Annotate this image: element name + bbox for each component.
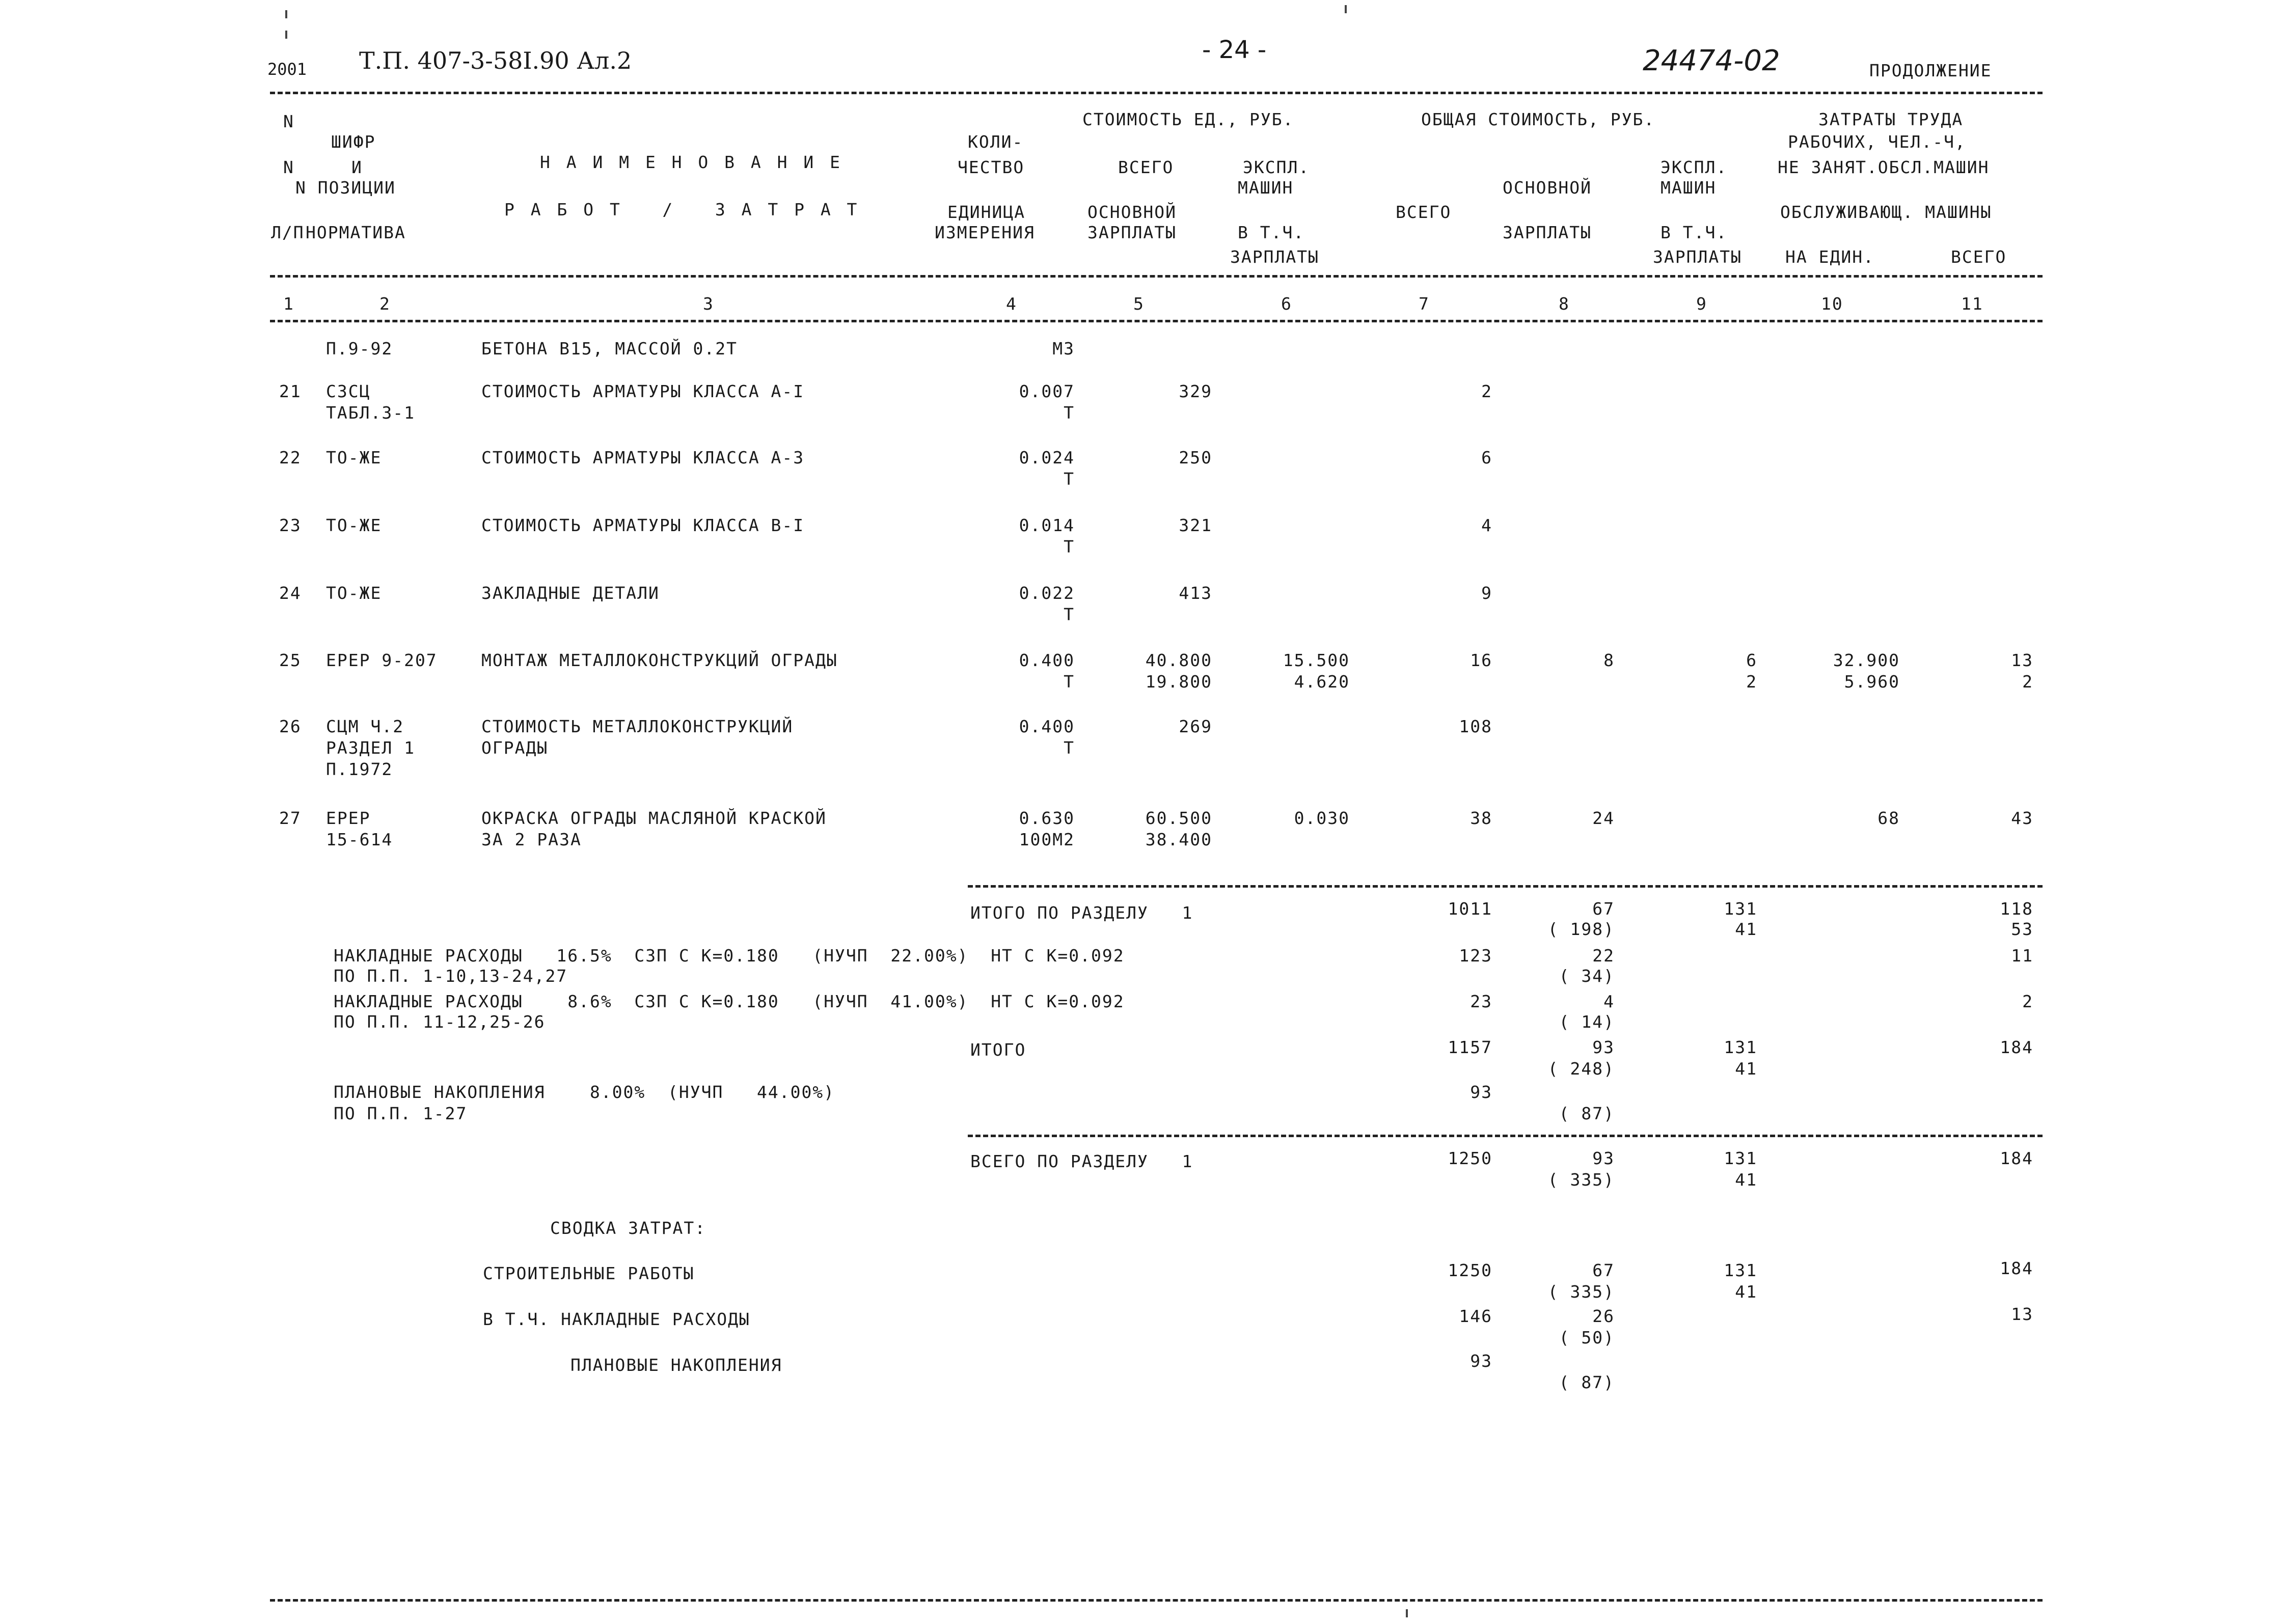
- section-total-c8-sub: ( 198): [1547, 919, 1615, 939]
- row-code: ЕРЕР 9-207: [326, 650, 438, 670]
- planned-line1: ПЛАНОВЫЕ НАКОПЛЕНИЯ 8.00% (НУЧП 44.00%): [334, 1082, 835, 1102]
- row-number: 25: [279, 650, 302, 670]
- summary-construction-c8-sub: ( 335): [1547, 1282, 1615, 1302]
- colnum-bottom-rule: [270, 320, 2043, 322]
- header-col2-line2: И: [351, 157, 363, 177]
- row-code: ТАБЛ.3-1: [326, 403, 415, 423]
- summary-title: СВОДКА ЗАТРАТ:: [550, 1218, 706, 1238]
- subtotal-c9-main: 131: [1724, 1037, 1757, 1057]
- section-total-rule: [968, 885, 2043, 888]
- summary-overhead-c8-sub: ( 50): [1559, 1328, 1615, 1347]
- grand-total-c11: 184: [2000, 1148, 2033, 1168]
- row-name: СТОИМОСТЬ АРМАТУРЫ КЛАССА А-І: [481, 381, 805, 401]
- colnum-3: 3: [703, 294, 714, 314]
- summary-overhead-c11: 13: [2011, 1304, 2033, 1324]
- row-name: СТОИМОСТЬ МЕТАЛЛОКОНСТРУКЦИЙ: [481, 717, 794, 736]
- row-quantity: 0.014: [1019, 515, 1075, 535]
- row-unit: Т: [1064, 672, 1075, 692]
- header-col4-line4: ИЗМЕРЕНИЯ: [935, 223, 1035, 242]
- section-total-c7: 1011: [1448, 899, 1492, 919]
- header-col7: ВСЕГО: [1396, 202, 1452, 222]
- header-col4-line1: КОЛИ-: [968, 132, 1024, 152]
- overhead2-c11: 2: [2022, 992, 2033, 1011]
- summary-construction-label: СТРОИТЕЛЬНЫЕ РАБОТЫ: [483, 1263, 695, 1283]
- row-unit-wages: 38.400: [1145, 830, 1212, 849]
- planned-c8-sub: ( 87): [1559, 1104, 1615, 1123]
- header-col1-line2: N: [283, 157, 294, 177]
- section-total-c11-main: 118: [2000, 899, 2033, 919]
- overhead2-c7: 23: [1470, 992, 1492, 1011]
- row-name: МОНТАЖ МЕТАЛЛОКОНСТРУКЦИЙ ОГРАДЫ: [481, 650, 838, 670]
- header-bottom-rule: [270, 275, 2043, 278]
- scan-speck: [285, 10, 287, 18]
- summary-construction-c9-main: 131: [1724, 1260, 1757, 1280]
- row-unit-total: 40.800: [1145, 650, 1212, 670]
- row-labor-unit: 68: [1877, 808, 1900, 828]
- row-number: 21: [279, 381, 302, 401]
- scan-speck: [1406, 1609, 1408, 1617]
- row-total: 2: [1481, 381, 1492, 401]
- header-col6-line3: В Т.Ч.: [1238, 223, 1305, 242]
- project-number: 24474-02: [1643, 44, 1780, 77]
- year-label: 2001: [267, 60, 307, 79]
- grand-total-c8-main: 93: [1592, 1148, 1615, 1168]
- header-col10: НА ЕДИН.: [1785, 247, 1874, 267]
- row-unit-machine-wages: 4.620: [1294, 672, 1350, 692]
- header-labor-line1: ЗАТРАТЫ ТРУДА: [1818, 109, 1964, 129]
- row-unit-total: 329: [1179, 381, 1212, 401]
- subtotal-label: ИТОГО: [970, 1040, 1026, 1060]
- row-unit: Т: [1064, 537, 1075, 557]
- header-col8-line2: ЗАРПЛАТЫ: [1503, 223, 1592, 242]
- section-total-c8-main: 67: [1592, 899, 1615, 919]
- grand-total-c8-sub: ( 335): [1547, 1170, 1615, 1190]
- row-code: ТО-ЖЕ: [326, 515, 382, 535]
- row-name: ОГРАДЫ: [481, 738, 549, 758]
- summary-planned-c8-sub: ( 87): [1559, 1372, 1615, 1392]
- row-total: 9: [1481, 583, 1492, 603]
- overhead1-line1: НАКЛАДНЫЕ РАСХОДЫ 16.5% СЗП С К=0.180 (НУЧП 22.00%) НТ С К=0.092: [334, 946, 1125, 966]
- overhead1-c8-main: 22: [1592, 946, 1615, 966]
- header-col2-line4: НОРМАТИВА: [306, 223, 406, 242]
- continuation-label: ПРОДОЛЖЕНИЕ: [1869, 61, 1992, 80]
- header-col6-line1: ЭКСПЛ.: [1243, 157, 1310, 177]
- header-col4-line2: ЧЕСТВО: [958, 157, 1025, 177]
- overhead1-line2: ПО П.П. 1-10,13-24,27: [334, 966, 568, 986]
- row-code: П.1972: [326, 759, 393, 779]
- row-unit-total: 269: [1179, 717, 1212, 736]
- grand-total-rule: [968, 1135, 2043, 1137]
- overhead2-c8-main: 4: [1603, 992, 1615, 1011]
- row-name: ЗА 2 РАЗА: [481, 830, 582, 849]
- row-code: СЗСЦ: [326, 381, 371, 401]
- header-labor-line3: НЕ ЗАНЯТ.ОБСЛ.МАШИН: [1778, 157, 1990, 177]
- header-col9-line3: В Т.Ч.: [1661, 223, 1728, 242]
- subtotal-c9-sub: 41: [1735, 1059, 1757, 1079]
- subtotal-c7: 1157: [1448, 1037, 1492, 1057]
- header-col1-line1: N: [283, 112, 294, 131]
- grand-total-c9-main: 131: [1724, 1148, 1757, 1168]
- header-col2-line3: N ПОЗИЦИИ: [295, 178, 396, 198]
- summary-planned-label: ПЛАНОВЫЕ НАКОПЛЕНИЯ: [570, 1355, 782, 1375]
- header-col4-line3: ЕДИНИЦА: [947, 202, 1026, 222]
- row-number: 26: [279, 717, 302, 736]
- doc-code: Т.П. 407-3-58І.90 Ал.2: [359, 47, 632, 74]
- summary-construction-c11: 184: [2000, 1258, 2033, 1278]
- row-number: 22: [279, 448, 302, 467]
- row-unit-wages: 19.800: [1145, 672, 1212, 692]
- row-total-machine-wages: 2: [1746, 672, 1757, 692]
- overhead2-line1: НАКЛАДНЫЕ РАСХОДЫ 8.6% СЗП С К=0.180 (НУЧП 41.00%) НТ С К=0.092: [334, 992, 1125, 1011]
- header-col9-line4: ЗАРПЛАТЫ: [1653, 247, 1742, 267]
- row-unit-total: 60.500: [1145, 808, 1212, 828]
- grand-total-label: ВСЕГО ПО РАЗДЕЛУ 1: [970, 1151, 1193, 1171]
- header-col5-line1: ВСЕГО: [1118, 157, 1174, 177]
- row-unit: М3: [1052, 339, 1075, 359]
- colnum-10: 10: [1821, 294, 1843, 314]
- row-code: ЕРЕР: [326, 808, 371, 828]
- colnum-8: 8: [1559, 294, 1570, 314]
- row-total: 6: [1481, 448, 1492, 467]
- header-col11: ВСЕГО: [1951, 247, 2007, 267]
- planned-line2: ПО П.П. 1-27: [334, 1104, 468, 1123]
- row-code: СЦМ Ч.2: [326, 717, 404, 736]
- row-labor-total-machine: 2: [2022, 672, 2033, 692]
- row-total: 16: [1470, 650, 1492, 670]
- row-total: 38: [1470, 808, 1492, 828]
- row-quantity: 0.024: [1019, 448, 1075, 467]
- overhead1-c7: 123: [1459, 946, 1492, 966]
- colnum-4: 4: [1006, 294, 1017, 314]
- section-total-label: ИТОГО ПО РАЗДЕЛУ 1: [970, 903, 1193, 923]
- page-number: - 24 -: [1202, 36, 1267, 64]
- row-code: ТО-ЖЕ: [326, 448, 382, 467]
- row-unit-total: 413: [1179, 583, 1212, 603]
- row-quantity: 0.400: [1019, 650, 1075, 670]
- row-unit: 100М2: [1019, 830, 1075, 849]
- row-code: РАЗДЕЛ 1: [326, 738, 415, 758]
- header-labor-line2: РАБОЧИХ, ЧЕЛ.-Ч,: [1788, 132, 1966, 152]
- summary-planned-c7: 93: [1470, 1351, 1492, 1371]
- row-quantity: 0.400: [1019, 717, 1075, 736]
- summary-construction-c7: 1250: [1448, 1260, 1492, 1280]
- row-number: 24: [279, 583, 302, 603]
- row-quantity: 0.022: [1019, 583, 1075, 603]
- row-name: СТОИМОСТЬ АРМАТУРЫ КЛАССА А-3: [481, 448, 805, 467]
- row-total: 108: [1459, 717, 1492, 736]
- header-total-cost-title: ОБЩАЯ СТОИМОСТЬ, РУБ.: [1421, 109, 1655, 129]
- row-unit: Т: [1064, 403, 1075, 423]
- row-total-wages: 8: [1603, 650, 1615, 670]
- overhead2-c8-sub: ( 14): [1559, 1012, 1615, 1032]
- row-labor-unit-machine: 5.960: [1844, 672, 1900, 692]
- header-col3-line2: Р А Б О Т / З А Т Р А Т: [504, 200, 860, 219]
- scan-speck: [1345, 5, 1347, 13]
- row-unit: Т: [1064, 604, 1075, 624]
- summary-construction-c9-sub: 41: [1735, 1282, 1757, 1302]
- colnum-9: 9: [1696, 294, 1707, 314]
- row-quantity: 0.007: [1019, 381, 1075, 401]
- section-total-c9-sub: 41: [1735, 919, 1757, 939]
- header-col5-line2: ОСНОВНОЙ: [1087, 202, 1177, 222]
- row-name: ЗАКЛАДНЫЕ ДЕТАЛИ: [481, 583, 660, 603]
- header-col3-line1: Н А И М Е Н О В А Н И Е: [540, 152, 843, 172]
- subtotal-c8-main: 93: [1592, 1037, 1615, 1057]
- summary-overhead-c8-main: 26: [1592, 1306, 1615, 1326]
- colnum-11: 11: [1961, 294, 1983, 314]
- planned-c7: 93: [1470, 1082, 1492, 1102]
- summary-overhead-label: В Т.Ч. НАКЛАДНЫЕ РАСХОДЫ: [483, 1309, 750, 1329]
- row-labor-total: 43: [2011, 808, 2033, 828]
- row-number: 27: [279, 808, 302, 828]
- row-labor-total: 13: [2011, 650, 2033, 670]
- row-unit-machines: 15.500: [1283, 650, 1350, 670]
- colnum-1: 1: [283, 294, 294, 314]
- subtotal-c11: 184: [2000, 1037, 2033, 1057]
- scan-speck: [285, 31, 287, 39]
- section-total-c9-main: 131: [1724, 899, 1757, 919]
- row-total-wages: 24: [1592, 808, 1615, 828]
- row-name: БЕТОНА В15, МАССОЙ 0.2Т: [481, 339, 738, 359]
- header-col6-line4: ЗАРПЛАТЫ: [1230, 247, 1319, 267]
- header-col9-line1: ЭКСПЛ.: [1661, 157, 1728, 177]
- header-labor-sub: ОБСЛУЖИВАЮЩ. МАШИНЫ: [1780, 202, 1992, 222]
- colnum-6: 6: [1281, 294, 1292, 314]
- header-col1-line3: Л/П: [271, 223, 305, 242]
- row-unit: Т: [1064, 469, 1075, 489]
- overhead1-c8-sub: ( 34): [1559, 966, 1615, 986]
- summary-construction-c8-main: 67: [1592, 1260, 1615, 1280]
- table-top-rule: [270, 92, 2043, 94]
- row-total: 4: [1481, 515, 1492, 535]
- row-total-machines: 6: [1746, 650, 1757, 670]
- row-quantity: 0.630: [1019, 808, 1075, 828]
- colnum-7: 7: [1419, 294, 1430, 314]
- colnum-5: 5: [1133, 294, 1145, 314]
- summary-overhead-c7: 146: [1459, 1306, 1492, 1326]
- row-unit: Т: [1064, 738, 1075, 758]
- header-col5-line3: ЗАРПЛАТЫ: [1087, 223, 1177, 242]
- header-col2-line1: ШИФР: [331, 132, 376, 152]
- grand-total-c7: 1250: [1448, 1148, 1492, 1168]
- colnum-2: 2: [379, 294, 391, 314]
- page-bottom-rule: [270, 1599, 2043, 1602]
- row-labor-unit: 32.900: [1833, 650, 1900, 670]
- row-code: П.9-92: [326, 339, 393, 359]
- row-unit-machines: 0.030: [1294, 808, 1350, 828]
- overhead2-line2: ПО П.П. 11-12,25-26: [334, 1012, 546, 1032]
- row-unit-total: 250: [1179, 448, 1212, 467]
- overhead1-c11: 11: [2011, 946, 2033, 966]
- header-unit-cost-title: СТОИМОСТЬ ЕД., РУБ.: [1082, 109, 1294, 129]
- section-total-c11-sub: 53: [2011, 919, 2033, 939]
- row-code: 15-614: [326, 830, 393, 849]
- subtotal-c8-sub: ( 248): [1547, 1059, 1615, 1079]
- grand-total-c9-sub: 41: [1735, 1170, 1757, 1190]
- header-col8-line1: ОСНОВНОЙ: [1503, 178, 1592, 198]
- header-col6-line2: МАШИН: [1238, 178, 1294, 198]
- row-number: 23: [279, 515, 302, 535]
- header-col9-line2: МАШИН: [1661, 178, 1717, 198]
- row-name: ОКРАСКА ОГРАДЫ МАСЛЯНОЙ КРАСКОЙ: [481, 808, 827, 828]
- row-name: СТОИМОСТЬ АРМАТУРЫ КЛАССА В-І: [481, 515, 805, 535]
- row-unit-total: 321: [1179, 515, 1212, 535]
- row-code: ТО-ЖЕ: [326, 583, 382, 603]
